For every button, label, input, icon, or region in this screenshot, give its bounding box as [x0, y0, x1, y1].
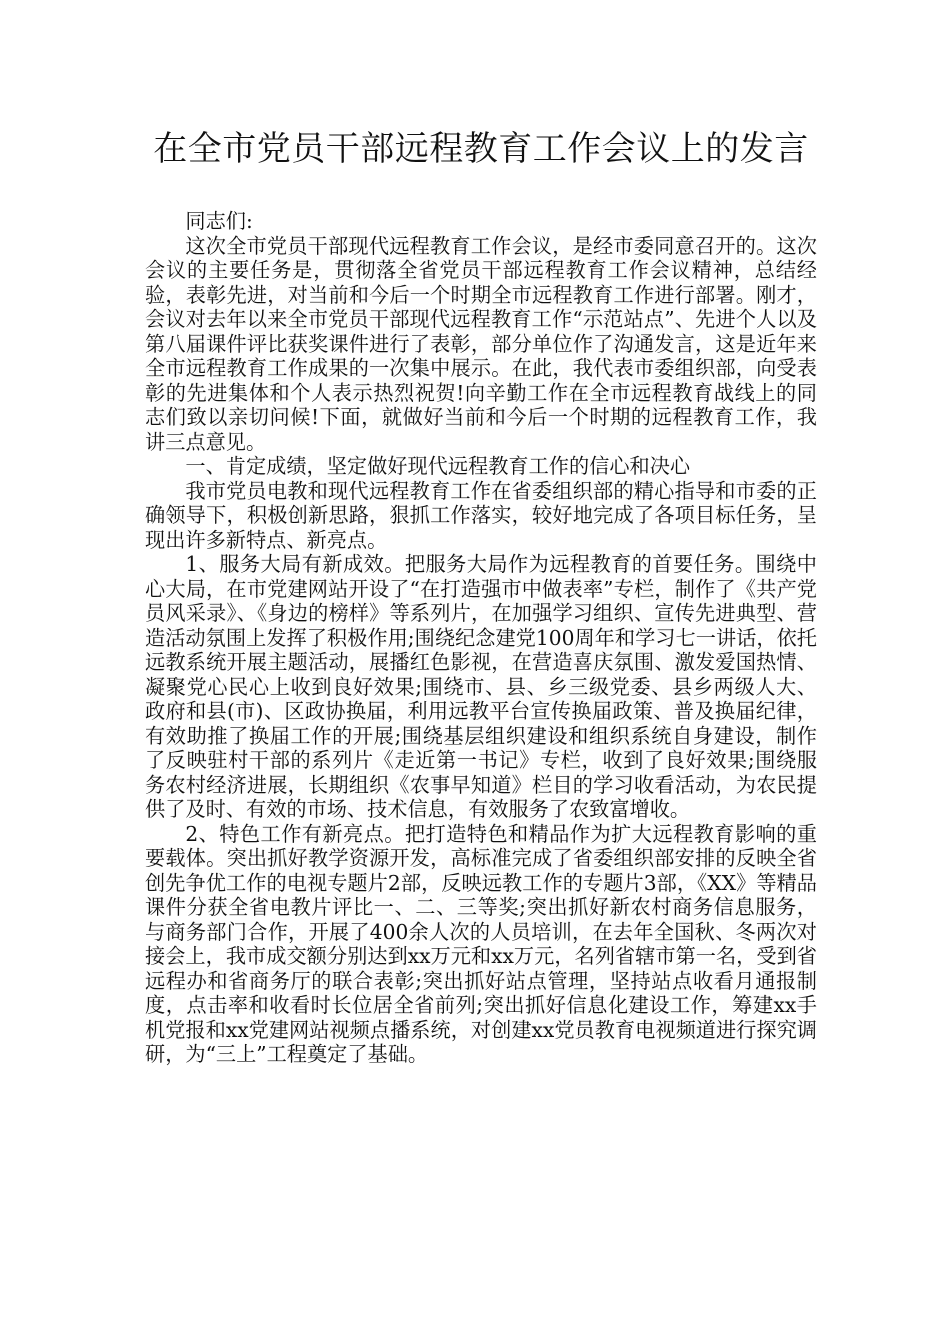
body-paragraph: 2、特色工作有新亮点。把打造特色和精品作为扩大远程教育影响的重要载体。突出抓好教学资源开发，高标准完成了省委组织部安排的反映全省创先争优工作的电视专题片2部，反映远教工作的专题片3部，《XX》等精品课件分获全省电教片评比一、二、三等奖;突出抓好新农村商务信息服务，与商务部门合作，开展了400余人次的人员培训，在去年全国秋、冬两次对接会上，我市成交额分别达到xx万元和xx万元，名列省辖市第一名，受到省远程办和省商务厅的联合表彰;突出抓好站点管理，坚持站点收看月通报制度，点击率和收看时长位居全省前列;突出抓好信息化建设工作，筹建xx手机党报和xx党建网站视频点播系统，对创建xx党员教育电视频道进行探究调研，为“三上”工程奠定了基础。 — [145, 821, 817, 1066]
document-title: 在全市党员干部远程教育工作会议上的发言 — [153, 129, 809, 169]
body-paragraph: 我市党员电教和现代远程教育工作在省委组织部的精心指导和市委的正确领导下，积极创新思路，狠抓工作落实，较好地完成了各项目标任务，呈现出许多新特点、新亮点。 — [145, 478, 817, 552]
section-heading: 一、肯定成绩，坚定做好现代远程教育工作的信心和决心 — [185, 454, 691, 478]
document-body — [145, 209, 817, 1067]
salutation-paragraph: 同志们: — [185, 209, 253, 233]
body-paragraph: 1、服务大局有新成效。把服务大局作为远程教育的首要任务。围绕中心大局，在市党建网站开设了“在打造强市中做表率”专栏，制作了《共产党员风采录》、《身边的榜样》等系列片，在加强学习组织、宣传先进典型、营造活动氛围上发挥了积极作用;围绕纪念建党100周年和学习七一讲话，依托远教系统开展主题活动，展播红色影视，在营造喜庆氛围、激发爱国热情、凝聚党心民心上收到良好效果;围绕市、县、乡三级党委、县乡两级人大、政府和县(市)、区政协换届，利用远教平台宣传换届政策、普及换届纪律，有效助推了换届工作的开展;围绕基层组织建设和组织系统自身建设，制作了反映驻村干部的系列片《走近第一书记》专栏，收到了良好效果;围绕服务农村经济进展，长期组织《农事早知道》栏目的学习收看活动，为农民提供了及时、有效的市场、技术信息，有效服务了农致富增收。 — [145, 552, 817, 821]
intro-paragraph: 这次全市党员干部现代远程教育工作会议，是经市委同意召开的。这次会议的主要任务是，贯彻落全省党员干部远程教育工作会议精神，总结经验，表彰先进，对当前和今后一个时期全市远程教育工作进行部署。刚才，会议对去年以来全市党员干部现代远程教育工作“示范站点”、先进个人以及第八届课件评比获奖课件进行了表彰，部分单位作了沟通发言，这是近年来全市远程教育工作成果的一次集中展示。在此，我代表市委组织部，向受表彰的先进集体和个人表示热烈祝贺!向辛勤工作在全市远程教育战线上的同志们致以亲切问候!下面，就做好当前和今后一个时期的远程教育工作，我讲三点意见。 — [145, 233, 817, 454]
